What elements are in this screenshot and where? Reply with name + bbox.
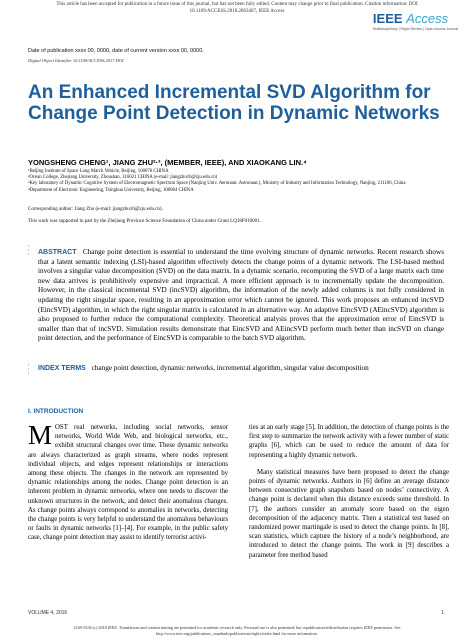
index-terms-text: change point detection, dynamic networks, incremental algorithm, singular value decomposition xyxy=(91,364,369,372)
publication-date: Date of publication xxxx 00, 0000, date of current version xxxx 00, 0000. xyxy=(28,48,204,54)
index-terms-block xyxy=(38,364,444,374)
affiliation-4: ⁴Department of Electronic Engineering, Tsinghua University, Beijing, 100084 CHINA xyxy=(28,187,194,193)
volume-info: VOLUME 4, 2016 xyxy=(28,610,68,616)
abstract-block xyxy=(38,248,444,344)
doi-identifier: Digital Object Identifier 10.1109/ACCESS.2017.DOI xyxy=(28,58,124,63)
banner-line-2: 10.1109/ACCESS.2018.2863467, IEEE Access xyxy=(189,8,285,14)
funding-note: This work was supported in part by the Zhejiang Province Science Foundation of China under Grant LQ18F010001. xyxy=(28,219,261,224)
intro-paragraph-1-continued: ties at an early stage [5]. In addition, the detection of change points is the first step to summarize the network activity with a fewer number of static graphs [6], which can be used to reduce the amount of data for representing a highly dynamic network. xyxy=(249,424,449,459)
affiliations xyxy=(28,169,448,194)
abstract-heading: ABSTRACT xyxy=(38,249,77,256)
affiliation-1: ¹Beijing Institute of Space Long March Vehicle, Beijing, 100076 CHINA xyxy=(28,169,169,174)
copyright-line-1: 2169-3536 (c) 2018 IEEE. Translations and content mining are permitted for academic research only. Personal use is also permitted, but republication/redistribution requires IEEE permission. See xyxy=(73,625,401,630)
intro-paragraph-1 xyxy=(28,420,228,543)
abstract-marker-icon: ▪ ▪ ▪ xyxy=(28,243,30,256)
right-column xyxy=(249,423,449,568)
logo-tagline: Multidisciplinary | Rapid Review | Open Access Journal xyxy=(372,27,458,31)
intro-paragraph-1-text: OST real networks, including social networks, sensor networks, World Wide Web, and biological networks, etc., exhibit structural changes over time. These dynamic networks are always characterized as graph streams, where nodes represent individual objects, and edges represent relationships or interactions among these objects. The changes in the network are represented by dynamic relationships among the nodes. Change point detection is an inherent problem in dynamic networks, where one needs to discover the unknown structures in the network, and detect their anomalous changes. As change points always correspond to anomalies in networks, detecting the change points is very helpful to understand the anomalous behaviours or faults in dynamic networks [1]–[4]. For example, in the public safety case, change point detection may assist to identify terrorist activi- xyxy=(28,424,228,542)
index-terms-heading: INDEX TERMS xyxy=(38,365,86,372)
section-heading-introduction: I. INTRODUCTION xyxy=(28,408,84,415)
logo-ieee-text: IEEE xyxy=(372,11,403,26)
copyright-line-2: http://www.ieee.org/publications_standards/publications/rights/index.html for more information. xyxy=(156,630,318,636)
drop-cap: M xyxy=(28,420,53,450)
corresponding-author: Corresponding author: Jiang Zhu (e-mail: jiangzhu16@zju.edu.cn). xyxy=(28,207,163,212)
copyright-notice xyxy=(0,625,474,636)
page-number: 1 xyxy=(441,610,444,616)
abstract-text: Change point detection is essential to understand the time evolving structure of dynamic networks. Recent research shows that a latent semantic indexing (LSI)-based algorithm effectively detects the change points of a dynamic network. The LSI-based method involves a singular value decomposition (SVD) on the data matrix. In a dynamic scenario, recomputing the SVD of a large matrix each time new data arrives is prohibitively expensive and impractical. A more efficient approach is to incrementally update the decomposition. However, in the classical incremental SVD (incSVD) algorithm, the information of the newly added columns is not fully considered in updating the right singular space, resulting in an approximation error which cannot be ignored. This work proposes an enhanced incSVD (EincSVD) algorithm, in which the right singular matrix is calculated in an alternative way. An adaptive EincSVD (AEincSVD) algorithm is also proposed to further reduce the computational complexity. Theoretical analysis proves that the approximation error of EincSVD is smaller than that of incSVD. Simulation results demonstrate that EincSVD and AEincSVD perform much better than incSVD on change point detection, and the performance of EincSVD is comparable to the batch SVD algorithm. xyxy=(38,248,444,343)
keywords-marker-icon: ▪ ▪ ▪ xyxy=(28,362,30,375)
affiliation-2: ²Ocean College, Zhejiang University, Zhoushan, 316021 CHINA (e-mail: jiangzhu16@zju.edu.cn) xyxy=(28,175,218,181)
intro-paragraph-2: Many statistical measures have been proposed to detect the change points of dynamic networks. Authors in [6] define an average distance between consecutive graph snapshots based on nodes’ connectivity. A change point is declared when this distance exceeds some threshold. In [7], the authors consider an anomaly score based on the eigen decomposition of the adjacency matrix. Then a statistical test based on randomized power martingale is used to detect the change points. In [8], scan statistics, which capture the history of a node’s neighborhood, are introduced to detect the change points. The work in [9] describes a parameter free method based xyxy=(249,468,449,559)
author-list: YONGSHENG CHENG¹, JIANG ZHU²·³, (MEMBER, IEEE), AND XIAOKANG LIN.⁴ xyxy=(28,158,307,167)
banner-line-1: This article has been accepted for publication in a future issue of this journal, but has not been fully edited. Content may change prior to final publication. Citation information: DOI xyxy=(56,2,418,7)
affiliation-3: ³Key laboratory of Dynamic Cognitive System of Electromagnetic Spectrum Space (Nanjing Univ. Aeronaut. Astronaut.), Ministry of Industry and Information Technology, Nanjing, 211106, China xyxy=(28,181,406,187)
ieee-access-logo xyxy=(373,12,458,31)
paper-title: An Enhanced Incremental SVD Algorithm for Change Point Detection in Dynamic Networks xyxy=(28,82,440,124)
left-column xyxy=(28,420,228,551)
logo-access-text: Access xyxy=(406,11,449,26)
